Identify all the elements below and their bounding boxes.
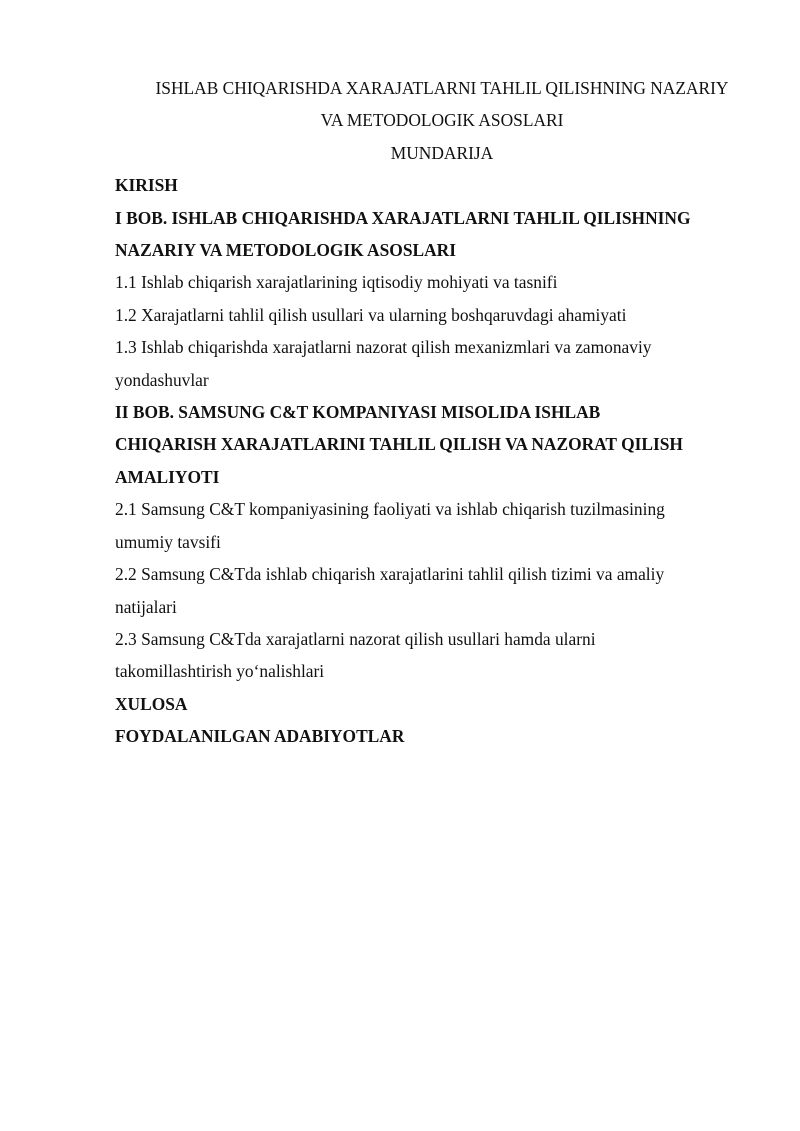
toc-section-2-2-line-1: 2.2 Samsung C&Tda ishlab chiqarish xarajatlarini tahlil qilish tizimi va amaliy xyxy=(115,564,665,585)
toc-chapter-1-line-2: NAZARIY VA METODOLOGIK ASOSLARI xyxy=(115,240,456,261)
toc-section-2-1-line-1: 2.1 Samsung C&T kompaniyasining faoliyati va ishlab chiqarish tuzilmasining xyxy=(115,499,665,520)
toc-chapter-2-line-3: AMALIYOTI xyxy=(115,466,220,487)
toc-section-2-2-line-2: natijalari xyxy=(115,596,177,617)
toc-section-1-3-line-1: 1.3 Ishlab chiqarishda xarajatlarni nazorat qilish mexanizmlari va zamonaviy xyxy=(115,337,652,358)
toc-section-2-3-line-1: 2.3 Samsung C&Tda xarajatlarni nazorat qilish usullari hamda ularni xyxy=(115,628,596,649)
toc-section-1-1: 1.1 Ishlab chiqarish xarajatlarining iqtisodiy mohiyati va tasnifi xyxy=(115,272,558,293)
contents-heading: MUNDARIJA xyxy=(390,142,494,163)
document-page xyxy=(115,72,745,753)
document-title-line-1: ISHLAB CHIQARISHDA XARAJATLARNI TAHLIL QILISHNING NAZARIY xyxy=(155,78,729,98)
toc-section-2-3-line-2: takomillashtirish yo‘nalishlari xyxy=(115,661,325,682)
document-title-line-2: VA METODOLOGIK ASOSLARI xyxy=(320,110,564,131)
toc-chapter-2-line-2: CHIQARISH XARAJATLARINI TAHLIL QILISH VA NAZORAT QILISH xyxy=(115,434,683,455)
toc-section-2-1-line-2: umumiy tavsifi xyxy=(115,531,221,552)
toc-chapter-1-line-1: I BOB. ISHLAB CHIQARISHDA XARAJATLARNI TAHLIL QILISHNING xyxy=(115,207,691,228)
toc-references: FOYDALANILGAN ADABIYOTLAR xyxy=(115,726,405,747)
toc-chapter-2-line-1: II BOB. SAMSUNG C&T KOMPANIYASI MISOLIDA ISHLAB xyxy=(115,402,601,423)
toc-intro: KIRISH xyxy=(115,175,178,196)
toc-section-1-3-line-2: yondashuvlar xyxy=(115,369,209,390)
toc-conclusion: XULOSA xyxy=(115,693,188,714)
toc-section-1-2: 1.2 Xarajatlarni tahlil qilish usullari va ularning boshqaruvdagi ahamiyati xyxy=(115,304,627,325)
